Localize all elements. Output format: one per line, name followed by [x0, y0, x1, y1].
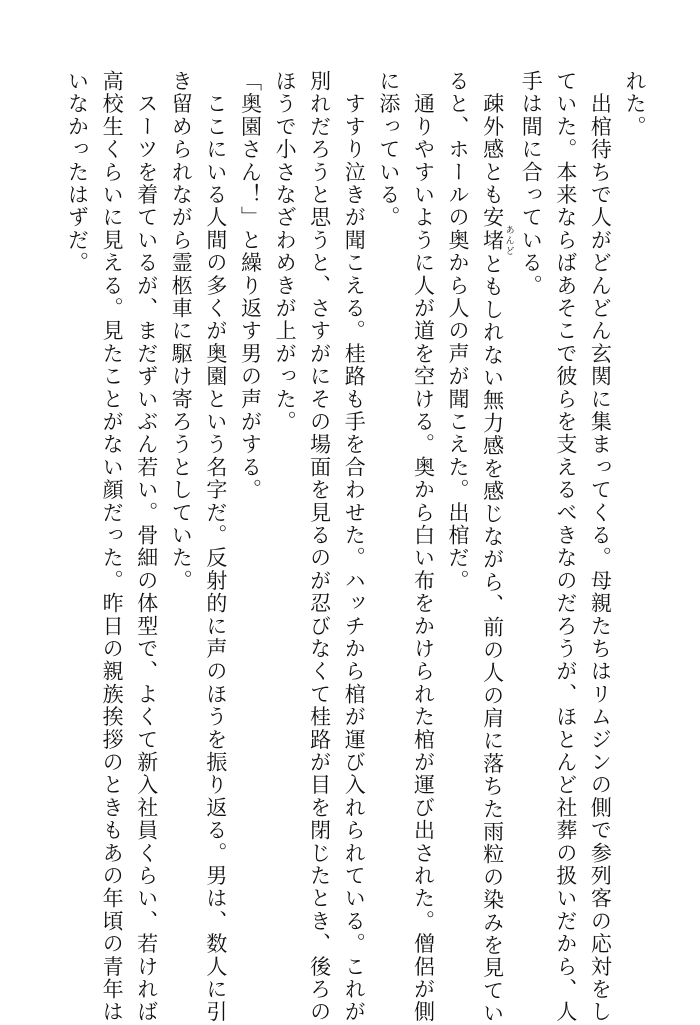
text-line: 「奥園さん！」と繰り返す男の声がする。: [238, 70, 263, 502]
text-line: 別れだろうと思うと、さすがにその場面を見るのが忍びなくて桂路が目を閉じたとき、後ろの: [307, 70, 332, 1024]
text-line: スーツを着ているが、まだずいぶん若い。骨細の体型で、よくて新入社員くらい、若ければ: [134, 70, 159, 1024]
text-line: ていた。本来ならばあそこで彼らを支えるべきなのだろうが、ほとんど社葬の扱いだから、人: [553, 70, 578, 1024]
text-line: 通りやすいように人が道を空ける。奥から白い布をかけられた棺が運び出された。僧侶が側: [411, 70, 436, 1024]
text-line: 手は間に合っている。: [519, 70, 544, 297]
ruby-reading: あんど: [503, 224, 514, 258]
text-line: ここにいる人間の多くが奥園という名字だ。反射的に声のほうを振り返る。男は、数人に引: [203, 70, 228, 1024]
text-line: ほうで小さなざわめきが上がった。: [273, 70, 298, 434]
text-line: ると、ホールの奥から人の声が聞こえた。出棺だ。: [446, 70, 471, 593]
text-line: 高校生くらいに見える。見たことがない顔だった。昨日の親族挨拶のときもあの年頃の青年は: [100, 70, 125, 1024]
ruby-annotation: 堵 あんど: [480, 224, 514, 258]
text-line: れた。: [623, 70, 647, 139]
text-line: すすり泣きが聞こえる。桂路も手を合わせた。ハッチから棺が運び入れられている。これが: [342, 70, 367, 1024]
text-line: 疎外感とも安堵 あんどともしれない無力感を感じながら、前の人の肩に落ちた雨粒の染みを見てい: [480, 70, 514, 1025]
vertical-text-body: [42, 70, 652, 1025]
text-line: き留められながら霊柩車に駆け寄ろうとしていた。: [169, 70, 194, 593]
text-line: 出棺待ちで人がどんどん玄関に集まってくる。母親たちはリムジンの側で参列客の応対をし: [588, 70, 613, 1024]
text-line: に添っている。: [376, 70, 401, 229]
text-line: いなかったはずだ。: [65, 70, 90, 275]
